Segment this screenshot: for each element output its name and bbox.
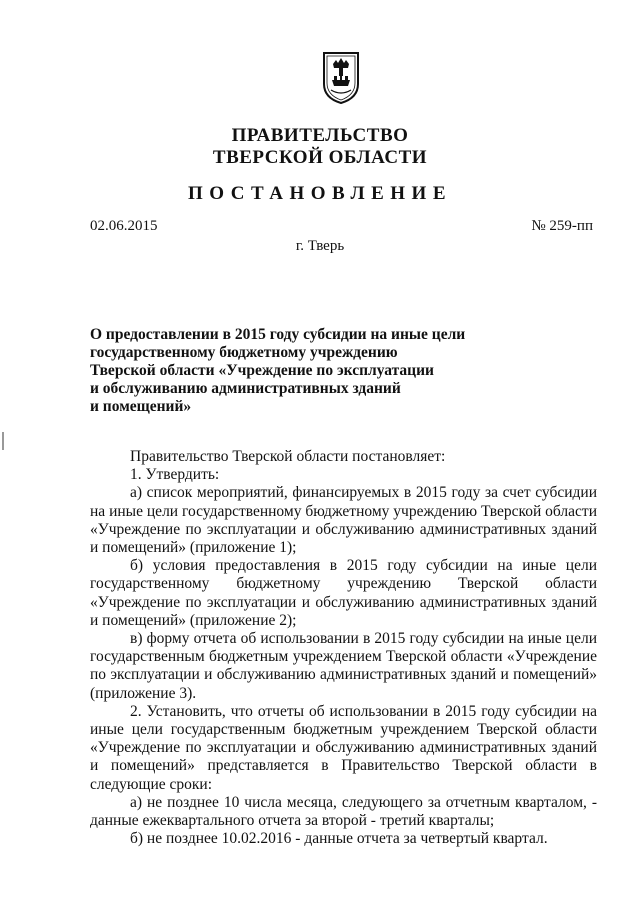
issuing-authority — [0, 125, 640, 169]
document-body — [90, 448, 597, 848]
scan-margin-mark — [2, 432, 4, 450]
body-paragraph: б) не позднее 10.02.2016 - данные отчета за четвертый квартал. — [130, 830, 548, 848]
body-paragraph: а) не позднее 10 числа месяца, следующего за отчетным кварталом, - данные ежеквартального отчета за второй - третий кварталы; — [90, 793, 597, 830]
authority-line-2: ТВЕРСКОЙ ОБЛАСТИ — [212, 147, 428, 168]
body-paragraph: а) список мероприятий, финансируемых в 2015 году за счет субсидии на иные цели государственному бюджетному учреждению Тверской области «Учреждение по эксплуатации и обслуживанию административных зданий и помещений» (приложение 1); — [90, 484, 597, 557]
authority-line-1: ПРАВИТЕЛЬСТВО — [231, 125, 409, 146]
document-city: г. Тверь — [295, 238, 345, 254]
coat-of-arms-icon — [321, 50, 361, 105]
body-paragraph: в) форму отчета об использовании в 2015 году субсидии на иные цели государственным бюджетным учреждением Тверской области «Учреждение по эксплуатации и обслуживанию административных зданий и помещений» (приложение 3). — [90, 630, 597, 702]
body-paragraph: 2. Установить, что отчеты об использовании в 2015 году субсидии на иные цели государственным бюджетным учреждением Тверской области «Учреждение по эксплуатации и обслуживанию административных зданий и помещений» представляется в Правительство Тверской области в следующие сроки: — [90, 702, 597, 793]
document-subject — [90, 326, 470, 416]
document-number: № 259-пп — [531, 218, 593, 234]
subject-line: государственному бюджетному учреждению — [90, 344, 398, 361]
body-paragraph: Правительство Тверской области постановляет: — [130, 448, 446, 465]
document-date: 02.06.2015 — [90, 218, 158, 234]
body-paragraph: б) условия предоставления в 2015 году субсидии на иные цели государственному бюджетному учреждению Тверской области «Учреждение по эксплуатации и обслуживанию административных зданий и помещений» (приложение 2); — [90, 557, 597, 629]
subject-line: и обслуживанию административных зданий — [90, 380, 401, 397]
subject-line: Тверской области «Учреждение по эксплуатации — [90, 362, 434, 379]
body-paragraph: 1. Утвердить: — [130, 466, 220, 484]
subject-line: О предоставлении в 2015 году субсидии на иные цели — [90, 326, 466, 343]
subject-line: и помещений» — [90, 398, 192, 415]
document-type: ПОСТАНОВЛЕНИЕ — [187, 183, 453, 204]
